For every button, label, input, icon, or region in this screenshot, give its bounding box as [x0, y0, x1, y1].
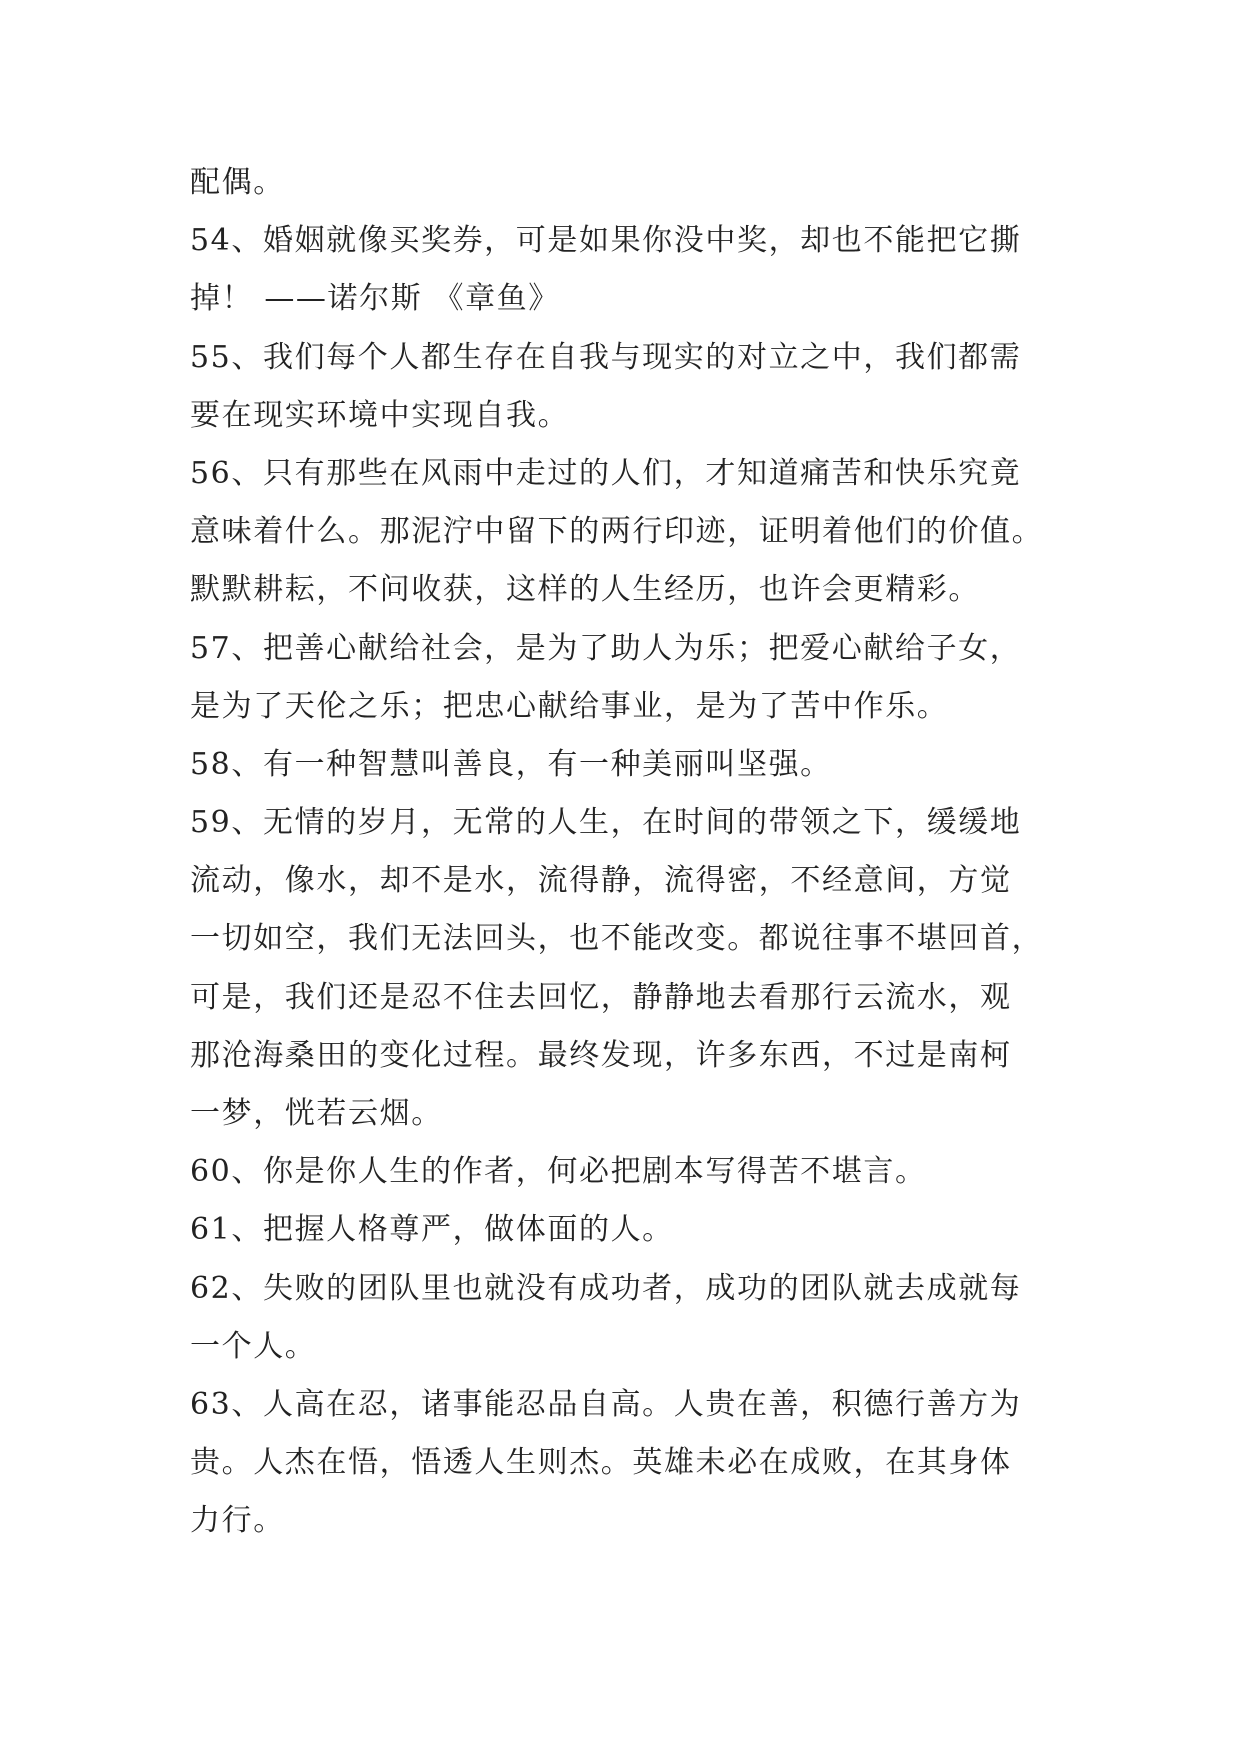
text-line: 60、你是你人生的作者，何必把剧本写得苦不堪言。	[190, 1154, 927, 1190]
text-line: 57、把善心献给社会，是为了助人为乐；把爱心献给子女，	[190, 630, 1022, 666]
text-line: 61、把握人格尊严，做体面的人。	[190, 1212, 674, 1248]
text-line: 一个人。	[190, 1328, 317, 1364]
text-line: 是为了天伦之乐；把忠心献给事业，是为了苦中作乐。	[190, 688, 949, 724]
text-line: 63、人高在忍，诸事能忍品自高。人贵在善，积德行善方为	[190, 1386, 1022, 1422]
text-line: 默默耕耘，不问收获，这样的人生经历，也许会更精彩。	[190, 572, 980, 608]
document-body	[190, 154, 1070, 1551]
text-line: 力行。	[190, 1503, 285, 1539]
text-line: 一梦，恍若云烟。	[190, 1096, 443, 1131]
text-line: 配偶。	[190, 165, 285, 200]
text-line: 59、无情的岁月，无常的人生，在时间的带领之下，缓缓地	[190, 805, 1022, 841]
text-line: 那沧海桑田的变化过程。最终发现，许多东西，不过是南柯	[190, 1037, 1012, 1073]
text-line: 55、我们每个人都生存在自我与现实的对立之中，我们都需	[190, 339, 1022, 375]
text-line: 意味着什么。那泥泞中留下的两行印迹，证明着他们的价值。	[190, 514, 1044, 550]
text-line: 流动，像水，却不是水，流得静，流得密，不经意间，方觉	[190, 863, 1012, 899]
text-line: 58、有一种智慧叫善良，有一种美丽叫坚强。	[190, 746, 832, 782]
text-line: 贵。人杰在悟，悟透人生则杰。英雄未必在成败，在其身体	[190, 1445, 1012, 1481]
text-line: 要在现实环境中实现自我。	[190, 397, 570, 433]
text-line: 可是，我们还是忍不住去回忆，静静地去看那行云流水，观	[190, 979, 1012, 1015]
text-line: 掉！ ——诺尔斯 《章鱼》	[190, 281, 560, 317]
text-line: 54、婚姻就像买奖券，可是如果你没中奖，却也不能把它撕	[190, 223, 1022, 259]
text-line: 一切如空，我们无法回头，也不能改变。都说往事不堪回首，	[190, 921, 1044, 957]
text-line: 62、失败的团队里也就没有成功者，成功的团队就去成就每	[190, 1270, 1022, 1306]
text-line: 56、只有那些在风雨中走过的人们，才知道痛苦和快乐究竟	[190, 455, 1022, 491]
